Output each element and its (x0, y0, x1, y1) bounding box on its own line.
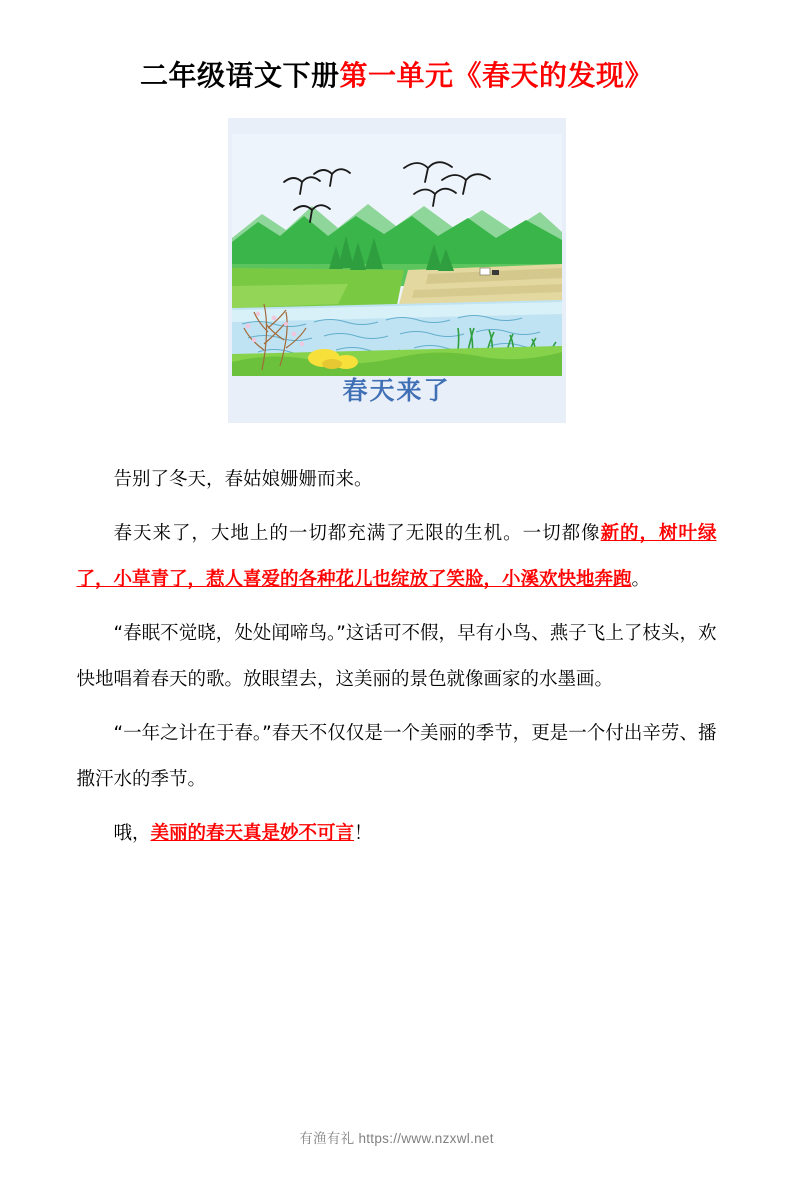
text-run: 告别了冬天，春姑娘姗姗而来。 (113, 469, 373, 491)
text-run: 春天来了，大地上的一切都充满了无限的生机。一切都像 (113, 523, 601, 545)
paragraph-3 (77, 611, 717, 703)
illustration-caption: 春天来了 (342, 377, 451, 406)
paragraph-5 (77, 811, 717, 857)
text-run: ！ (354, 823, 373, 845)
page-title (0, 58, 793, 94)
paragraph-2 (77, 511, 717, 603)
spring-landscape-illustration (228, 118, 566, 423)
highlighted-text-run: 美丽的春天真是妙不可言 (150, 823, 355, 845)
page-title-black-part: 二年级语文下册 (139, 60, 340, 91)
page-title-red-part: 第一单元《春天的发现》 (339, 60, 654, 91)
paragraph-4 (77, 711, 717, 803)
text-run: 哦， (113, 823, 151, 845)
text-run: “春眠不觉晓，处处闻啼鸟。”这话可不假，早有小鸟、燕子飞上了枝头，欢快地唱着春天的歌。放眼望去，这美丽的景色就像画家的水墨画。 (76, 623, 717, 691)
footer-watermark: 有渔有礼 https://www.nzxwl.net (299, 1131, 494, 1146)
text-run: 。 (631, 569, 651, 591)
article-body (77, 457, 717, 857)
document-page (0, 58, 793, 1180)
highlighted-text-run: 新的，树叶绿了，小草青了，惹人喜爱的各种花儿也绽放了笑脸，小溪欢快地奔跑 (76, 523, 717, 591)
text-run: “一年之计在于春。”春天不仅仅是一个美丽的季节，更是一个付出辛劳、播撒汗水的季节。 (76, 723, 717, 791)
paragraph-1 (77, 457, 717, 503)
illustration-container (228, 118, 566, 423)
